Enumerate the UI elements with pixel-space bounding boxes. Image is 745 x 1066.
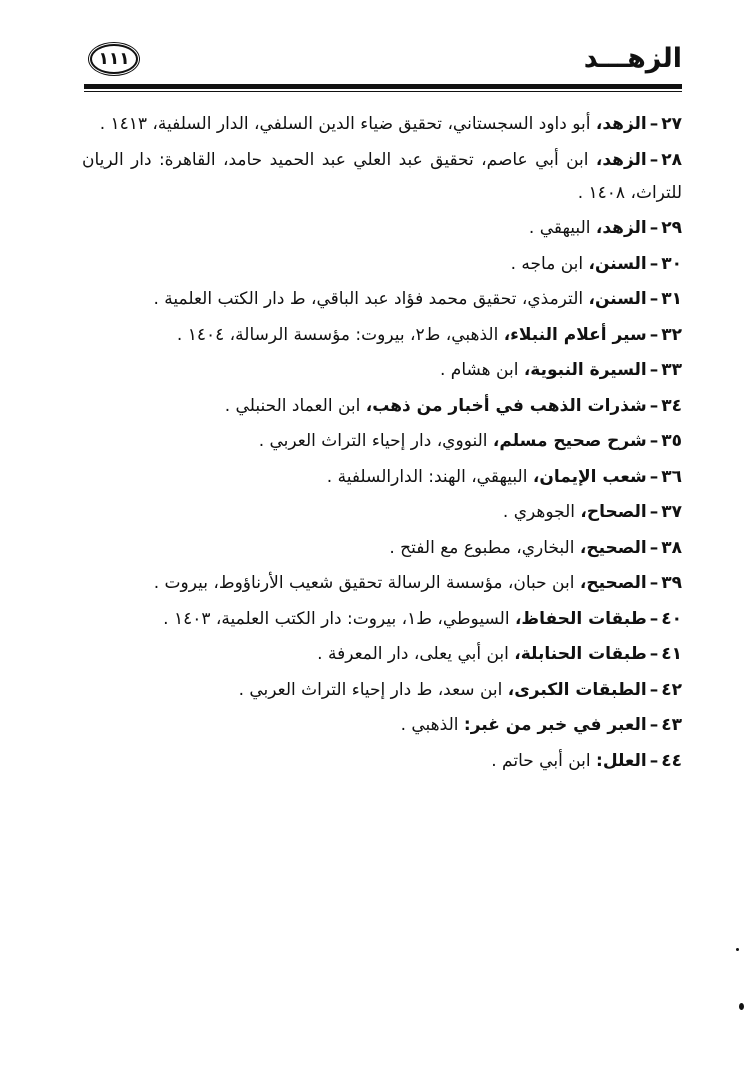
entry-details: ابن أبي حاتم . — [491, 750, 591, 771]
bibliography-entry — [82, 674, 682, 707]
entry-details: ابن العماد الحنبلي . — [224, 395, 361, 416]
entry-dash: – — [649, 644, 659, 664]
entry-dash: – — [649, 537, 659, 558]
entry-number: ٣٠ — [661, 253, 682, 274]
entry-dash: – — [649, 715, 659, 735]
entry-details: ابن هشام . — [439, 360, 519, 380]
bibliography-entry — [82, 425, 682, 458]
entry-title: شذرات الذهب في أخبار من ذهب، — [365, 395, 647, 416]
entry-number: ٣٨ — [661, 537, 682, 558]
bibliography-entry — [82, 567, 682, 600]
entry-dash: – — [649, 253, 659, 274]
entry-dash: – — [649, 324, 659, 345]
entry-title: الزهد، — [595, 218, 647, 238]
entry-title: السنن، — [588, 253, 647, 274]
entry-number: ٢٨ — [661, 149, 683, 170]
bibliography-entry — [82, 496, 682, 529]
entry-title: السنن، — [588, 289, 647, 309]
entry-details: النووي، دار إحياء التراث العربي . — [258, 431, 488, 451]
entry-dash: – — [649, 431, 659, 451]
bibliography-entry — [82, 108, 682, 141]
entry-dash: – — [649, 750, 659, 771]
bibliography-entry — [82, 248, 682, 281]
entry-title: طبقات الحفاظ، — [514, 608, 647, 629]
bibliography-entry — [82, 319, 682, 352]
entry-details: البيهقي . — [528, 218, 591, 238]
entry-title: الزهد، — [595, 114, 647, 134]
entry-dash: – — [649, 502, 659, 522]
bibliography-entry — [82, 745, 682, 778]
bibliography-entry — [82, 461, 682, 494]
entry-number: ٢٩ — [661, 218, 682, 238]
running-title: الزهـــد — [583, 43, 682, 74]
bibliography-entry — [82, 638, 682, 671]
entry-details: الجوهري . — [502, 502, 576, 522]
margin-dot — [736, 948, 739, 951]
entry-details: ابن ماجه . — [510, 253, 584, 274]
bibliography-entry — [82, 212, 682, 245]
entry-details: ابن أبي عاصم، تحقيق عبد العلي عبد الحميد حامد، القاهرة: دار الريان للتراث، ١٤٠٨ . — [82, 149, 682, 203]
header-rule-thick — [84, 84, 682, 89]
entry-dash: – — [649, 218, 659, 238]
entry-title: الزهد، — [595, 149, 647, 170]
margin-dot — [739, 1003, 744, 1010]
entry-details: أبو داود السجستاني، تحقيق ضياء الدين السلفي، الدار السلفية، ١٤١٣ . — [99, 114, 591, 134]
entry-title: الصحيح، — [579, 537, 647, 558]
entry-title: طبقات الحنابلة، — [514, 644, 647, 664]
entry-title: الصحيح، — [579, 573, 647, 593]
page-header — [84, 38, 682, 86]
entry-dash: – — [649, 466, 659, 487]
bibliography-list — [82, 108, 682, 780]
bibliography-entry — [82, 283, 682, 316]
entry-dash: – — [649, 608, 659, 629]
entry-title: العبر في خبر من غبر: — [463, 715, 647, 735]
entry-dash: – — [649, 395, 659, 416]
entry-details: البيهقي، الهند: الدارالسلفية . — [326, 466, 528, 487]
entry-title: سير أعلام النبلاء، — [503, 324, 647, 345]
entry-number: ٤١ — [661, 644, 682, 664]
entry-title: شعب الإيمان، — [532, 466, 647, 487]
entry-dash: – — [649, 289, 659, 309]
entry-number: ٣٤ — [661, 395, 682, 416]
entry-dash: – — [649, 114, 659, 134]
entry-details: الذهبي، ط٢، بيروت: مؤسسة الرسالة، ١٤٠٤ . — [176, 324, 499, 345]
entry-details: السيوطي، ط١، بيروت: دار الكتب العلمية، ١٤٠٣ . — [163, 608, 510, 629]
header-rule-thin — [84, 91, 682, 92]
entry-details: الذهبي . — [400, 715, 459, 735]
entry-number: ٣٦ — [661, 466, 682, 487]
entry-dash: – — [649, 679, 659, 700]
entry-number: ٣٢ — [661, 324, 682, 345]
entry-details: الترمذي، تحقيق محمد فؤاد عبد الباقي، ط دار الكتب العلمية . — [153, 289, 584, 309]
entry-number: ٣٣ — [661, 360, 682, 380]
entry-number: ٢٧ — [661, 114, 682, 134]
entry-details: البخاري، مطبوع مع الفتح . — [389, 537, 575, 558]
bibliography-entry — [82, 390, 682, 423]
entry-number: ٣٥ — [661, 431, 682, 451]
bibliography-entry — [82, 144, 682, 210]
entry-details: ابن سعد، ط دار إحياء التراث العربي . — [238, 679, 503, 700]
entry-title: السيرة النبوية، — [523, 360, 647, 380]
entry-number: ٤٠ — [661, 608, 682, 629]
entry-details: ابن حبان، مؤسسة الرسالة تحقيق شعيب الأرناؤوط، بيروت . — [153, 573, 575, 593]
page-number: ١١١ — [90, 44, 138, 74]
bibliography-entry — [82, 709, 682, 742]
entry-number: ٤٢ — [661, 679, 682, 700]
entry-title: الطبقات الكبرى، — [507, 679, 647, 700]
bibliography-entry — [82, 354, 682, 387]
entry-dash: – — [649, 573, 659, 593]
entry-title: العلل: — [596, 750, 647, 771]
entry-number: ٤٤ — [661, 750, 682, 771]
entry-number: ٤٣ — [661, 715, 682, 735]
entry-dash: – — [649, 149, 659, 170]
entry-number: ٣٩ — [661, 573, 682, 593]
entry-title: شرح صحيح مسلم، — [492, 431, 647, 451]
entry-details: ابن أبي يعلى، دار المعرفة . — [317, 644, 509, 664]
entry-number: ٣١ — [661, 289, 682, 309]
bibliography-entry — [82, 603, 682, 636]
entry-dash: – — [649, 360, 659, 380]
entry-title: الصحاح، — [580, 502, 647, 522]
entry-number: ٣٧ — [661, 502, 682, 522]
bibliography-entry — [82, 532, 682, 565]
